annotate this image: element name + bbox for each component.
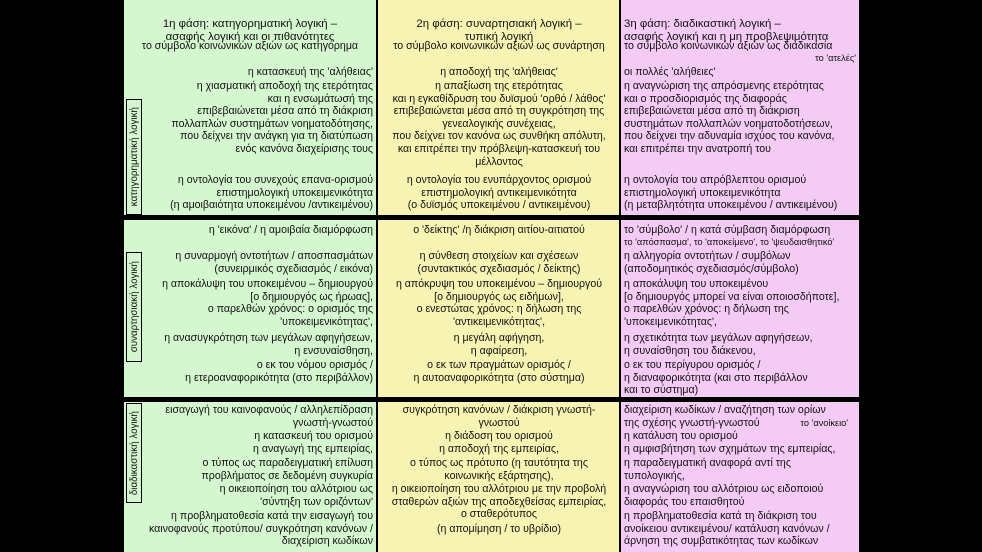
phase-1-subtitle: κατηγορηματική λογική – ασαφής λογική και οι πιθανότητες bbox=[165, 18, 338, 43]
s1-r2-c3: η αναγνώριση της απρόσμενης ετερότητας και ο προσδιορισμός της διαφοράς επιβεβαιώνεται μέσα από τη διάκριση συστημάτων πολλαπλών νοηματοδοτήσεων, που δείχνει την αδυναμία ισχύος του κανόνα, και επιτρέπει την ανατροπή του bbox=[624, 80, 835, 155]
phase-3-subtitle: διαδικαστική λογική – ασαφής λογική και η μη προβλεψιμότητα bbox=[624, 18, 829, 43]
s2-r5-c3: ο εκ του περίγυρου ορισμός / η διαναφορικότητα (και στο περιβάλλον και το σύστημα) bbox=[624, 359, 808, 397]
s1-r2-c1: η χιασματική αποδοχή της ετερότητας και η ενσωμάτωσή της επιβεβαιώνεται μέσα από τη διάκριση πολλαπλών συστημάτων νοηματοδότησης, που δείχνει την ανάγκη για τη διατύπωση ενός κανόνα διαχείρισης τους bbox=[171, 80, 373, 155]
s3-r4-c2: ο τύπος ως πρότυπο (η ταυτότητα της κοινωνικής εξάρτησης), bbox=[410, 457, 588, 482]
s2-r4-c2: η μεγάλη αφήγηση, η αφαίρεση, bbox=[453, 332, 545, 357]
s1-r2-c2: η απαξίωση της ετερότητας και η εγκαθίδρυση του δυϊσμού 'ορθό / λάθος' επιβεβαιώνεται μέσα από τη συγκρότηση της γενεαλογικής συνέχειας, που δείχνει τον κανόνα ως συνθήκη απόλυτη, και επιτρέπει την πρόβλεψη-κατασκευή του μέλλοντος bbox=[392, 80, 606, 168]
s2-r3-c1: η αποκάλυψη του υποκειμένου – δημιουργού [ο δημιουργός ως ήρωας], ο παρελθών χρόνος: ο ορισμός της 'υποκειμενικότητας', bbox=[162, 278, 373, 328]
s1-r1-c1: η κατασκευή της 'αλήθειας' bbox=[247, 66, 373, 78]
s3-r2-c1: η κατασκευή του ορισμού bbox=[254, 430, 373, 442]
s2-r2-c2: η σύνθεση στοιχείων και σχέσεων (συντακτικός σχεδιασμός / δείκτης) bbox=[417, 250, 581, 275]
phase-1-title: 1η φάση: bbox=[162, 18, 210, 30]
s2-r4-c3: η σχετικότητα των μεγάλων αφηγήσεων, η συναίσθηση του διάκενου, bbox=[624, 332, 813, 357]
s2-r2-c3: η αλληγορία οντοτήτων / συμβόλων (αποδομητικός σχεδιασμός/σύμβολο) bbox=[624, 250, 799, 275]
s3-r6-c1: η προβληματοθεσία κατά την εισαγωγή του καινοφανούς προτύπου/ συγκρότηση κανόνων / διαχείριση κωδίκων bbox=[148, 510, 373, 548]
s1-r3-c2: η οντολογία του ενυπάρχοντος ορισμού επιστημολογική αντικειμενικότητα (ο δυϊσμός υποκειμένου / αντικειμένου) bbox=[406, 174, 592, 212]
header-phase-3 bbox=[621, 5, 859, 44]
phase-2-title: 2η φάση: bbox=[416, 18, 463, 30]
s3-r5-c1: η οικειοποίηση του αλλότριου ως 'σύντηξη των οριζόντων' bbox=[219, 483, 373, 508]
s1-r1-c3: οι πολλές 'αλήθειες' bbox=[624, 66, 716, 78]
s2-r1-c3-note: το 'απόσπασμα', το 'αποκείμενο', το 'ψευδαισθητικό' bbox=[624, 237, 835, 247]
s3-r3-c3: η αμφισβήτηση των σχημάτων της εμπειρίας, bbox=[624, 443, 836, 455]
section-divider bbox=[124, 397, 859, 402]
s2-r1-c3: το 'σύμβολο' / η κατά σύμβαση διαμόρφωση bbox=[624, 224, 831, 236]
phase-3-title: 3η φάση: bbox=[624, 18, 671, 30]
s3-r1-c1: εισαγωγή του καινοφανούς / αλληλεπίδραση γνωστή-γνωστού bbox=[165, 404, 373, 429]
s3-r6-c3: η προβληματοθεσία κατά τη διάκριση του ανοίκειου αντικειμένου/ κατάλυση κανόνων / άρνηση της συμβατικότητας των κωδίκων bbox=[624, 510, 830, 548]
symbol-row-c3: το σύμβολο κοινωνικών αξιών ως διαδικασία bbox=[624, 40, 833, 52]
phase-2-subtitle: συναρτησιακή λογική – τυπική λογική bbox=[464, 18, 582, 43]
s3-r3-c1: η αναγωγή της εμπειρίας, bbox=[253, 443, 373, 455]
s3-r3-c2: η αποδοχή της εμπειρίας, bbox=[439, 443, 559, 455]
s3-r1-c3: διαχείριση κωδίκων / αναζήτηση των ορίων της σχέσης γνωστή-γνωστού bbox=[624, 404, 826, 429]
s1-r3-c3: η οντολογία του απρόβλεπτου ορισμού επιστημολογική υποκειμενικότητα (η μεταβλητότητα υποκειμένου / αντικειμένου) bbox=[624, 174, 838, 212]
s2-r1-c1: η 'εικόνα' / η αμοιβαία διαμόρφωση bbox=[208, 224, 373, 236]
s2-r5-c1: ο εκ του νόμου ορισμός / η ετεροαναφορικότητα (στο περιβάλλον) bbox=[185, 359, 373, 384]
header-phase-2 bbox=[378, 5, 620, 44]
s2-r3-c3: η αποκάλυψη του υποκειμένου [ο δημιουργός μπορεί να είναι οποιοσδήποτε], ο παρελθών χρόνος: η δήλωση της 'υποκειμενικότητας', bbox=[624, 278, 840, 328]
section-label-text: συναρτησιακή λογική bbox=[128, 261, 140, 353]
s3-r5-c3: η αναγνώριση του αλλότριου ως ειδοποιού διαφοράς του επαισθητού bbox=[624, 483, 824, 508]
s2-r3-c2: η απόκρυψη του υποκειμένου – δημιουργού [ο δημιουργός ως ειδήμων], ο ενεστώτας χρόνος: η δήλωση της 'αντικειμενικότητας', bbox=[395, 278, 603, 328]
s3-r2-c3: η κατάλυση του ορισμού bbox=[624, 430, 738, 442]
s3-r5-c2: η οικειοποίηση του αλλότριου με την προβολή σταθερών αξιών της αποδεχθείσας εμπειρίας, ο σταθερότυπος bbox=[391, 483, 607, 521]
s3-r4-c1: ο τύπος ως παραδειγματική επίλυση προβλήματος σε δεδομένη συγκυρία bbox=[201, 457, 373, 482]
s2-r4-c1: η ανασυγκρότηση των μεγάλων αφηγήσεων, η ενσυναίσθηση, bbox=[164, 332, 373, 357]
s3-r2-c2: η διάδοση του ορισμού bbox=[445, 430, 553, 442]
s3-r4-c3: η παραδειγματική αναφορά αντί της τυπολογικής, bbox=[624, 457, 791, 482]
s1-r1-c2: η αποδοχή της 'αλήθειας' bbox=[440, 66, 558, 78]
s3-r6-c2: (η απομίμηση / το υβρίδιο) bbox=[436, 523, 562, 535]
s2-r2-c1: η συναρμογή οντοτήτων / αποσπασμάτων (συνειρμικός σχεδιασμός / εικόνα) bbox=[175, 250, 373, 275]
s2-r5-c2: ο εκ των πραγμάτων ορισμός / η αυτοαναφορικότητα (στο σύστημα) bbox=[413, 359, 585, 384]
s1-r3-c1: η οντολογία του συνεχούς επανα-ορισμού επιστημολογική υποκειμενικότητα (η αμοιβαιότητα υποκειμένου /αντικειμένου) bbox=[170, 174, 373, 212]
header-phase-1 bbox=[124, 5, 376, 44]
s2-r1-c2: ο 'δείκτης' /η διάκριση αιτίου-αιτιατού bbox=[413, 224, 585, 236]
symbol-row-c1: το σύμβολο κοινωνικών αξιών ως κατηγόρημα bbox=[141, 40, 359, 52]
s3-r1-c2: συγκρότηση κανόνων / διάκριση γνωστή- γνωστού bbox=[402, 404, 596, 429]
symbol-row-c2: το σύμβολο κοινωνικών αξιών ως συνάρτηση bbox=[393, 40, 605, 52]
section-label-text: κατηγορηματική λογική bbox=[128, 107, 140, 207]
symbol-row-c3-note: το 'ατελές' bbox=[815, 53, 856, 63]
section-divider bbox=[124, 215, 859, 220]
section-label-text: διαδικαστική λογική bbox=[128, 410, 140, 496]
s3-r1-c3-note: το 'ανοίκειο' bbox=[800, 418, 848, 428]
